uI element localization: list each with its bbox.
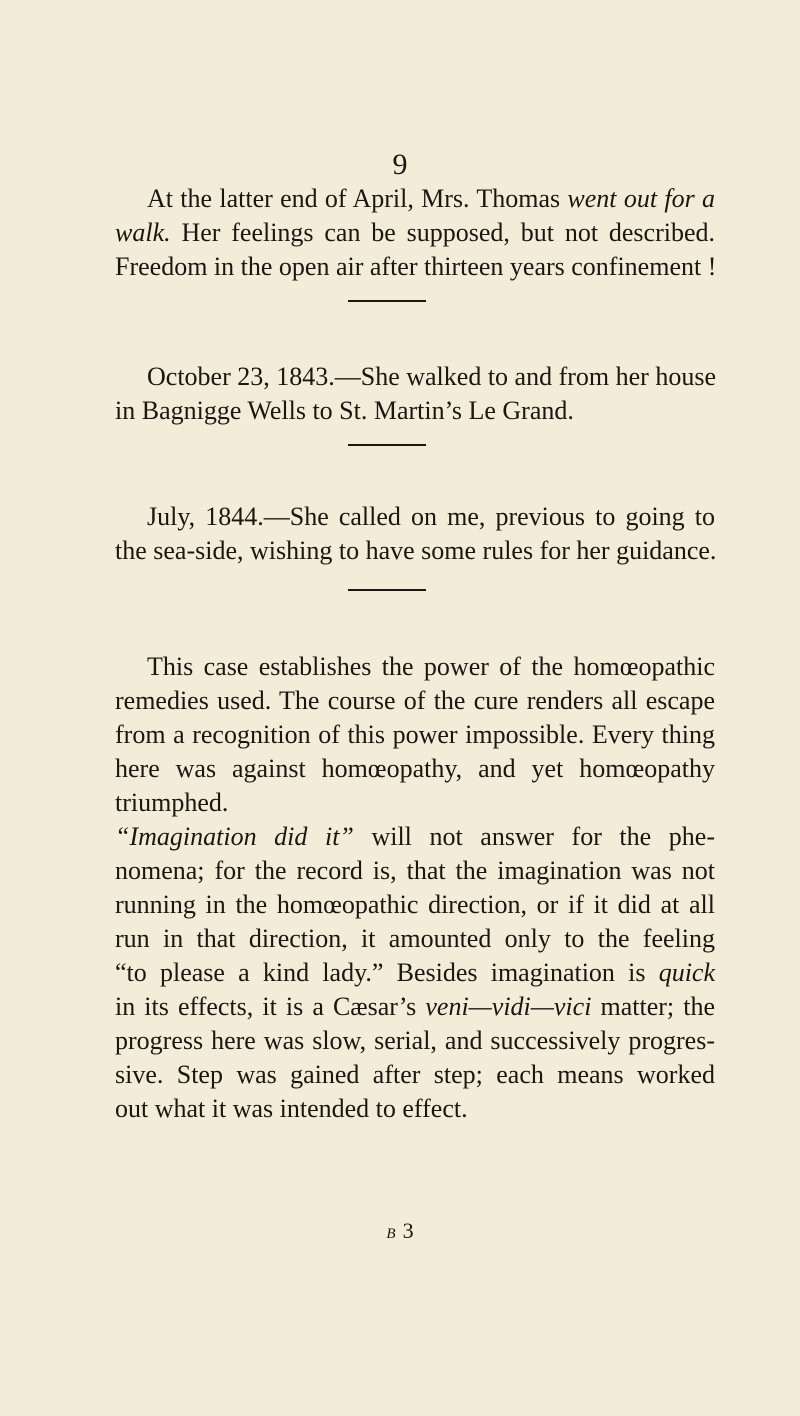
text-line: out what it was intended to effect. [115, 1094, 468, 1123]
text-line: nomena; for the record is, that the imagination was not [115, 856, 715, 885]
text-line: sive. Step was gained after step; each means worked [115, 1060, 715, 1089]
italic-span: quick [658, 958, 715, 987]
text-span: This case establishes the power of the homœopathic [147, 652, 715, 681]
text-line: run in that direction, it amounted only to the feeling [115, 924, 715, 953]
section-divider [348, 444, 426, 446]
paragraph-case [115, 650, 715, 820]
paragraph-july [115, 500, 715, 568]
text-line [115, 956, 715, 990]
text-line: progress here was slow, serial, and successively progres- [115, 1026, 715, 1055]
section-divider [348, 300, 426, 302]
text-line: here was against homœopathy, and yet homœopathy [115, 754, 715, 783]
text-line: remedies used. The course of the cure renders all escape [115, 686, 715, 715]
text-span: will not answer for the phe- [353, 822, 715, 851]
text-line [115, 360, 715, 394]
text-line [115, 990, 715, 1024]
italic-span: went out for a [567, 184, 715, 213]
section-divider [348, 589, 426, 591]
signature-mark [0, 1218, 800, 1247]
text-line: the sea-side, wishing to have some rules for her guidance. [115, 536, 717, 565]
text-line: triumphed. [115, 788, 229, 817]
text-line [115, 650, 715, 684]
text-line: in Bagnigge Wells to St. Martin’s Le Grand. [115, 396, 574, 425]
paragraph-october [115, 360, 715, 428]
signature-number: 3 [402, 1218, 414, 1243]
text-line: running in the homœopathic direction, or if it did at all [115, 890, 715, 919]
paragraph-april [115, 182, 715, 284]
text-span: October 23, 1843.—She walked to and from her house [147, 362, 716, 391]
italic-span: “Imagination did it” [115, 822, 354, 851]
text-span: Her feelings can be supposed, but not described. [170, 218, 715, 247]
text-line [115, 182, 715, 216]
text-span: July, 1844.—She called on me, previous to going to [147, 502, 715, 531]
italic-span: veni—vidi—vici [425, 992, 592, 1021]
text-line [115, 216, 715, 250]
text-span: in its effects, it is a Cæsar’s [115, 992, 426, 1021]
page-number: 9 [392, 148, 408, 181]
text-line: Freedom in the open air after thirteen years confinement ! [115, 252, 717, 281]
text-span: At the latter end of April, Mrs. Thomas [147, 184, 568, 213]
italic-span: walk. [115, 218, 171, 247]
text-span: matter; the [591, 992, 715, 1021]
text-line: from a recognition of this power impossible. Every thing [115, 720, 715, 749]
text-span: “to please a kind lady.” Besides imagination is [115, 958, 659, 987]
text-line [115, 500, 715, 534]
text-line [115, 820, 715, 854]
paragraph-imagination [115, 820, 715, 1126]
signature-letter: B [386, 1226, 397, 1242]
